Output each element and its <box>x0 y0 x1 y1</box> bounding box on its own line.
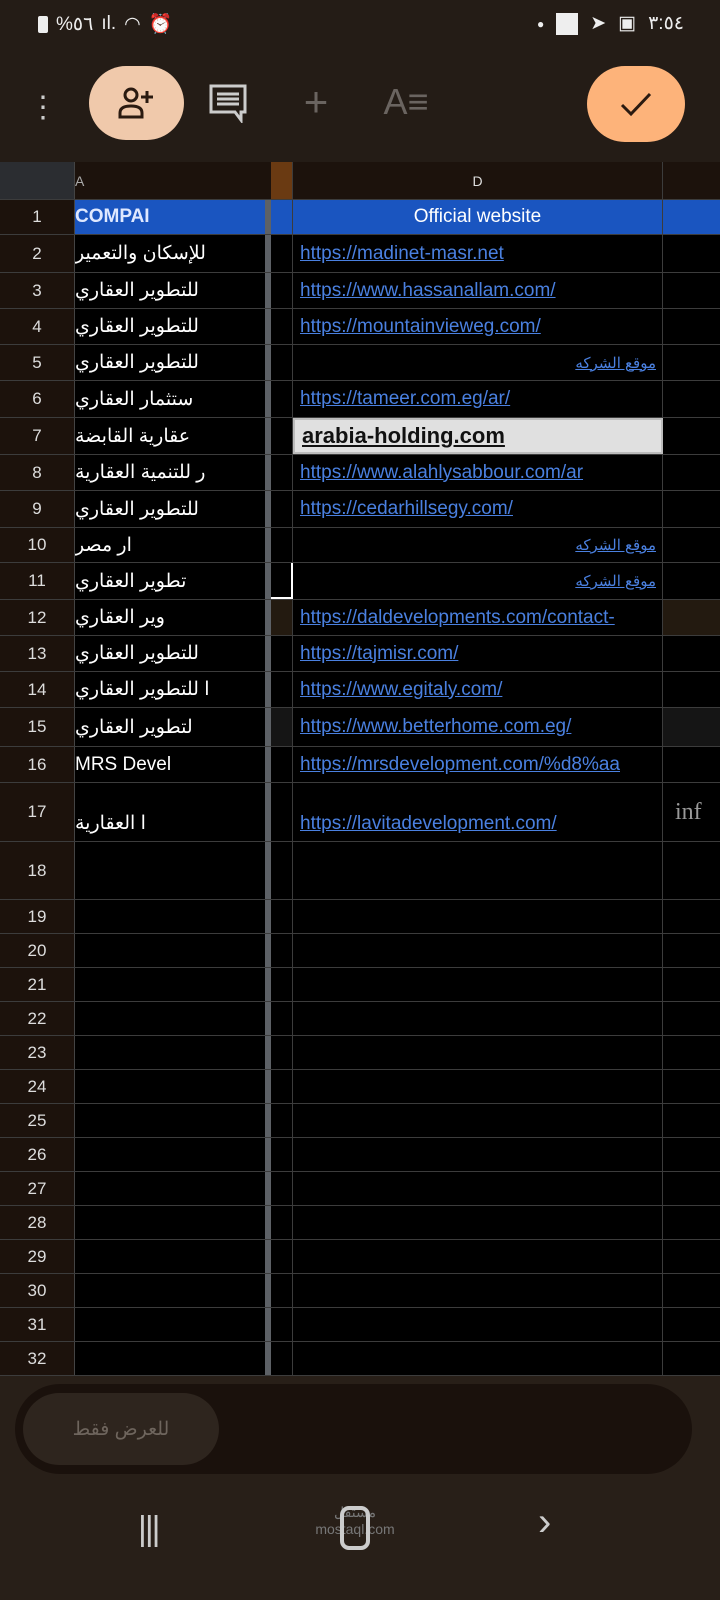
cell[interactable] <box>293 1274 663 1307</box>
table-row <box>0 672 720 708</box>
plus-icon[interactable]: + <box>303 78 329 125</box>
table-row <box>0 455 720 491</box>
company-cell[interactable] <box>75 455 265 490</box>
cell[interactable] <box>271 200 293 234</box>
website-link[interactable]: https://madinet-masr.net <box>300 242 504 264</box>
cell[interactable] <box>271 934 293 967</box>
table-row <box>0 1138 720 1172</box>
cell[interactable] <box>75 1070 265 1103</box>
notification-square-icon <box>556 13 578 35</box>
website-cell[interactable] <box>293 491 663 527</box>
cell[interactable] <box>75 1206 265 1239</box>
view-only-chip[interactable] <box>23 1393 219 1465</box>
cell[interactable] <box>663 563 720 599</box>
row-number[interactable]: 1 <box>0 200 75 234</box>
cell[interactable] <box>663 235 720 272</box>
website-link[interactable]: https://www.betterhome.com.eg/ <box>300 716 572 737</box>
cell[interactable] <box>271 842 293 899</box>
cell[interactable] <box>663 968 720 1001</box>
company-cell[interactable] <box>75 235 265 272</box>
column-a-label: A <box>75 172 85 189</box>
cell[interactable] <box>271 1036 293 1069</box>
cell[interactable] <box>271 1240 293 1273</box>
cell[interactable] <box>293 1138 663 1171</box>
company-text: وير العقاري <box>75 607 165 628</box>
cell[interactable] <box>293 968 663 1001</box>
row-number[interactable]: 17 <box>0 783 75 841</box>
company-text: عقارية القابضة <box>75 425 191 447</box>
telegram-icon: ➤ <box>590 13 607 34</box>
row-number[interactable]: 18 <box>0 842 75 899</box>
row-number[interactable]: 3 <box>0 273 75 308</box>
website-link[interactable]: https://daldevelopments.com/contact- <box>300 606 615 628</box>
cell[interactable] <box>75 968 265 1001</box>
website-cell[interactable] <box>293 345 663 380</box>
spreadsheet-grid[interactable] <box>0 162 720 1376</box>
table-row <box>0 345 720 381</box>
row-number[interactable]: 5 <box>0 345 75 380</box>
website-cell[interactable] <box>293 747 663 782</box>
company-text: للتطوير العقاري <box>75 352 199 373</box>
row-number[interactable]: 31 <box>0 1308 75 1341</box>
done-button[interactable] <box>587 66 685 142</box>
table-row <box>0 1036 720 1070</box>
row-number[interactable]: 6 <box>0 381 75 417</box>
table-row <box>0 842 720 900</box>
company-cell[interactable] <box>75 345 265 380</box>
cell[interactable] <box>293 1342 663 1375</box>
text-format-icon[interactable]: A≡ <box>383 81 429 122</box>
cell[interactable] <box>271 1138 293 1171</box>
cell[interactable] <box>271 708 293 746</box>
company-text: للتطوير العقاري <box>75 643 199 664</box>
company-text: ستثمار العقاري <box>75 388 194 410</box>
column-header-a[interactable] <box>75 162 265 199</box>
column-header-row <box>0 162 720 200</box>
cell[interactable] <box>271 968 293 1001</box>
header-data-row <box>0 200 720 235</box>
cell[interactable] <box>663 418 720 454</box>
alarm-icon: ⏰ <box>148 14 173 35</box>
table-row <box>0 636 720 672</box>
company-text: ا للتطوير العقاري <box>75 679 210 700</box>
comment-icon[interactable] <box>207 82 249 124</box>
table-row <box>0 1206 720 1240</box>
cell[interactable] <box>293 1172 663 1205</box>
website-cell[interactable] <box>293 563 663 599</box>
company-cell[interactable] <box>75 783 265 841</box>
cell[interactable] <box>271 1206 293 1239</box>
website-link[interactable]: https://tameer.com.eg/ar/ <box>300 388 511 409</box>
row-number[interactable]: 25 <box>0 1104 75 1137</box>
cell[interactable] <box>663 1274 720 1307</box>
column-header-d[interactable] <box>293 162 663 199</box>
table-row <box>0 1240 720 1274</box>
more-vert-icon[interactable]: ⋮ <box>28 90 58 124</box>
row-number[interactable]: 9 <box>0 491 75 527</box>
website-link[interactable]: https://mrsdevelopment.com/%d8%aa <box>300 753 620 775</box>
cell[interactable] <box>75 1138 265 1171</box>
cell[interactable] <box>663 600 720 635</box>
row-number[interactable]: 29 <box>0 1240 75 1273</box>
table-row <box>0 1172 720 1206</box>
cell[interactable] <box>663 1036 720 1069</box>
cell[interactable] <box>663 491 720 527</box>
table-row <box>0 783 720 842</box>
row-number[interactable]: 30 <box>0 1274 75 1307</box>
row-number[interactable]: 10 <box>0 528 75 562</box>
cell[interactable] <box>75 1274 265 1307</box>
table-row <box>0 528 720 563</box>
view-only-label: للعرض فقط <box>72 1418 170 1440</box>
gallery-icon: ▣ <box>618 13 637 34</box>
row-number[interactable]: 24 <box>0 1070 75 1103</box>
website-cell[interactable] <box>293 455 663 490</box>
table-row <box>0 273 720 309</box>
cell[interactable] <box>293 900 663 933</box>
status-bar <box>0 0 720 52</box>
table-row <box>0 708 720 747</box>
website-link[interactable]: https://www.egitaly.com/ <box>300 678 503 700</box>
row-number[interactable]: 23 <box>0 1036 75 1069</box>
dot-icon: ● <box>536 16 545 31</box>
cell[interactable] <box>271 1070 293 1103</box>
cell[interactable] <box>75 934 265 967</box>
company-text: ا العقارية <box>75 813 146 834</box>
company-text: للتطوير العقاري <box>75 316 199 337</box>
column-header-e[interactable] <box>663 162 720 199</box>
back-icon[interactable]: › <box>538 1500 552 1544</box>
table-row <box>0 1342 720 1376</box>
clock: ٣:٥٤ <box>648 13 684 34</box>
company-text: للتطوير العقاري <box>75 498 199 520</box>
cell[interactable] <box>271 528 293 562</box>
company-cell[interactable] <box>75 636 265 671</box>
cell[interactable] <box>271 309 293 344</box>
cell[interactable] <box>271 563 293 599</box>
row-number[interactable]: 32 <box>0 1342 75 1375</box>
row-number[interactable]: 8 <box>0 455 75 490</box>
website-link[interactable]: موقع الشركه <box>575 354 656 372</box>
cell[interactable] <box>293 1070 663 1103</box>
table-row <box>0 968 720 1002</box>
table-row <box>0 900 720 934</box>
table-row <box>0 1070 720 1104</box>
company-text: للإسكان والتعمير <box>75 243 206 264</box>
cell[interactable] <box>663 1002 720 1035</box>
cell[interactable] <box>293 1308 663 1341</box>
table-row <box>0 309 720 345</box>
website-link[interactable]: https://cedarhillsegy.com/ <box>300 498 513 519</box>
cell[interactable] <box>293 842 663 899</box>
website-cell[interactable] <box>293 528 663 562</box>
cell[interactable] <box>75 1002 265 1035</box>
row-number[interactable]: 19 <box>0 900 75 933</box>
company-cell[interactable] <box>75 600 265 635</box>
table-row <box>0 418 720 455</box>
check-icon <box>619 90 653 118</box>
cell[interactable] <box>75 842 265 899</box>
cell[interactable] <box>271 491 293 527</box>
website-cell[interactable] <box>293 672 663 707</box>
cell[interactable] <box>75 1308 265 1341</box>
cell[interactable] <box>663 381 720 417</box>
cell[interactable] <box>663 1104 720 1137</box>
share-button[interactable] <box>89 66 184 140</box>
cell[interactable] <box>271 1308 293 1341</box>
cell[interactable] <box>271 900 293 933</box>
website-link[interactable]: https://tajmisr.com/ <box>300 642 459 664</box>
table-row <box>0 747 720 783</box>
cell[interactable] <box>271 1342 293 1375</box>
website-link[interactable]: https://mountainvieweg.com/ <box>300 315 541 337</box>
cell[interactable] <box>271 672 293 707</box>
company-text: للتطوير العقاري <box>75 280 199 301</box>
cell[interactable] <box>293 1104 663 1137</box>
cell[interactable] <box>663 1240 720 1273</box>
website-cell[interactable] <box>293 783 663 841</box>
cell[interactable] <box>271 1172 293 1205</box>
cell[interactable] <box>293 934 663 967</box>
cell[interactable] <box>271 600 293 635</box>
cell[interactable] <box>663 1070 720 1103</box>
add-person-icon <box>117 85 157 121</box>
cell[interactable] <box>271 235 293 272</box>
website-cell[interactable] <box>293 636 663 671</box>
cell[interactable] <box>271 1002 293 1035</box>
cell[interactable] <box>663 747 720 782</box>
watermark: مستقل mostaql.com <box>315 1504 395 1537</box>
cell[interactable] <box>663 345 720 380</box>
toolbar <box>0 52 720 162</box>
cell[interactable] <box>75 1036 265 1069</box>
cell[interactable] <box>75 1172 265 1205</box>
cell[interactable] <box>271 418 293 454</box>
cell[interactable] <box>75 900 265 933</box>
table-row <box>0 563 720 600</box>
cell[interactable] <box>663 1138 720 1171</box>
table-row <box>0 491 720 528</box>
website-cell[interactable] <box>293 381 663 417</box>
company-text: MRS Devel <box>75 753 172 775</box>
row-number[interactable]: 20 <box>0 934 75 967</box>
overflow-text: inf <box>675 798 702 825</box>
battery-level: %٥٦ <box>56 13 94 35</box>
row-number[interactable]: 11 <box>0 563 75 599</box>
cell[interactable] <box>293 1206 663 1239</box>
website-cell-selected[interactable] <box>293 418 663 454</box>
website-cell[interactable] <box>293 273 663 308</box>
bottom-bar <box>0 1376 720 1600</box>
cell[interactable] <box>271 455 293 490</box>
company-cell[interactable] <box>75 563 265 599</box>
table-row <box>0 235 720 273</box>
website-header-cell[interactable] <box>293 200 663 234</box>
column-d-label: D <box>472 172 483 189</box>
company-cell[interactable] <box>75 528 265 562</box>
cell[interactable] <box>663 636 720 671</box>
website-text: arabia-holding.com <box>302 423 505 448</box>
cell[interactable] <box>663 672 720 707</box>
cell[interactable] <box>271 636 293 671</box>
row-number[interactable]: 4 <box>0 309 75 344</box>
cell[interactable] <box>75 1240 265 1273</box>
cell[interactable] <box>271 345 293 380</box>
cell[interactable] <box>293 1240 663 1273</box>
company-cell[interactable] <box>75 273 265 308</box>
cell[interactable] <box>293 1036 663 1069</box>
row-number[interactable]: 13 <box>0 636 75 671</box>
cell[interactable] <box>75 1342 265 1375</box>
website-link[interactable]: موقع الشركه <box>575 573 656 590</box>
website-link[interactable]: https://www.hassanallam.com/ <box>300 279 556 301</box>
cell[interactable] <box>663 455 720 490</box>
row-number[interactable]: 14 <box>0 672 75 707</box>
cell[interactable] <box>75 1104 265 1137</box>
home-icon[interactable] <box>340 1506 370 1550</box>
company-text: ار مصر <box>75 534 132 556</box>
row-number[interactable]: 27 <box>0 1172 75 1205</box>
cell[interactable] <box>663 1206 720 1239</box>
cell[interactable] <box>663 708 720 746</box>
cell[interactable] <box>663 783 720 841</box>
cell[interactable] <box>271 1274 293 1307</box>
cell[interactable] <box>663 273 720 308</box>
website-cell[interactable] <box>293 600 663 635</box>
company-text: تطوير العقاري <box>75 570 187 592</box>
row-number[interactable]: 7 <box>0 418 75 454</box>
cell[interactable] <box>293 1002 663 1035</box>
website-cell[interactable] <box>293 235 663 272</box>
company-cell[interactable] <box>75 708 265 746</box>
cell[interactable] <box>663 842 720 899</box>
website-link[interactable]: موقع الشركه <box>575 537 656 554</box>
company-cell[interactable] <box>75 418 265 454</box>
row-number[interactable]: 2 <box>0 235 75 272</box>
table-row <box>0 1002 720 1036</box>
company-header-cell[interactable] <box>75 200 265 234</box>
table-row <box>0 600 720 636</box>
company-text: لتطوير العقاري <box>75 716 193 738</box>
cell[interactable] <box>663 1342 720 1375</box>
cell[interactable] <box>663 309 720 344</box>
cell[interactable] <box>663 200 720 234</box>
row-number[interactable]: 15 <box>0 708 75 746</box>
column-header-selected[interactable] <box>271 162 293 199</box>
cell[interactable] <box>663 1172 720 1205</box>
row-number[interactable]: 28 <box>0 1206 75 1239</box>
battery-icon <box>38 16 48 33</box>
company-header-text: COMPAI <box>75 206 150 227</box>
website-header-text: Official website <box>413 206 542 227</box>
table-row <box>0 934 720 968</box>
cell[interactable] <box>271 381 293 417</box>
company-cell[interactable] <box>75 491 265 527</box>
cell[interactable] <box>663 934 720 967</box>
company-cell[interactable] <box>75 672 265 707</box>
table-row <box>0 1104 720 1138</box>
row-number[interactable]: 22 <box>0 1002 75 1035</box>
wifi-icon: ◠ <box>124 13 141 35</box>
cell[interactable] <box>271 1104 293 1137</box>
website-cell[interactable] <box>293 309 663 344</box>
cell[interactable] <box>271 273 293 308</box>
table-row <box>0 1308 720 1342</box>
row-number[interactable]: 26 <box>0 1138 75 1171</box>
signal-icon: ıl. <box>101 13 117 34</box>
row-number[interactable]: 21 <box>0 968 75 1001</box>
cell[interactable] <box>663 900 720 933</box>
company-cell[interactable] <box>75 747 265 782</box>
cell[interactable] <box>663 528 720 562</box>
row-number[interactable]: 12 <box>0 600 75 635</box>
recents-icon[interactable]: ||| <box>138 1510 159 1548</box>
company-cell[interactable] <box>75 309 265 344</box>
cell[interactable] <box>271 783 293 841</box>
table-row <box>0 381 720 418</box>
row-number[interactable]: 16 <box>0 747 75 782</box>
website-link[interactable]: https://lavitadevelopment.com/ <box>300 813 557 834</box>
company-cell[interactable] <box>75 381 265 417</box>
cell[interactable] <box>663 1308 720 1341</box>
select-all-corner[interactable] <box>0 162 75 199</box>
table-row <box>0 1274 720 1308</box>
company-text: ر للتنمية العقارية <box>75 462 206 483</box>
cell[interactable] <box>271 747 293 782</box>
website-cell[interactable] <box>293 708 663 746</box>
website-link[interactable]: https://www.alahlysabbour.com/ar <box>300 461 584 483</box>
